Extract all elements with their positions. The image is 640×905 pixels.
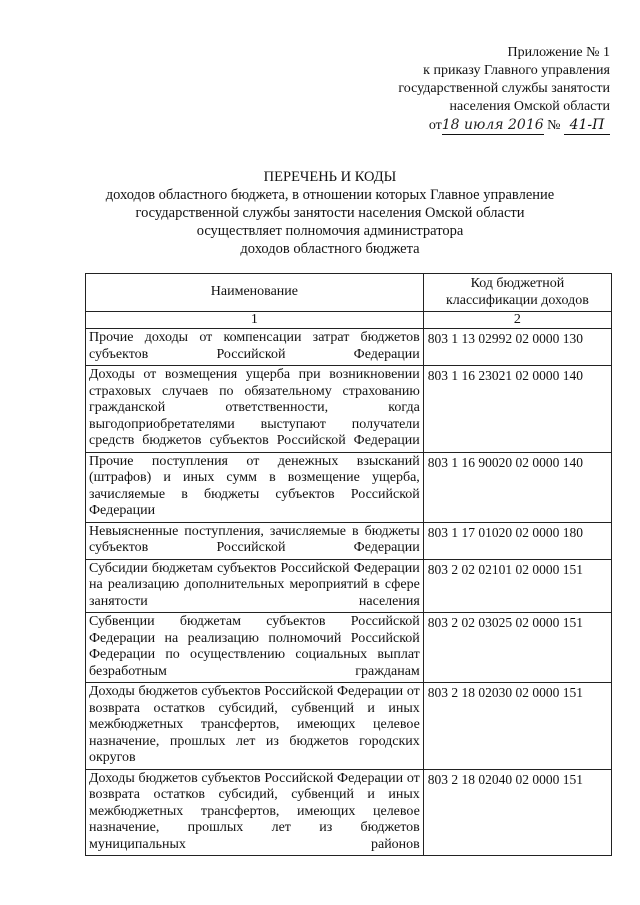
row-code: 803 2 02 03025 02 0000 151 [423,613,611,683]
row-code: 803 2 18 02040 02 0000 151 [423,769,611,856]
table-row [86,366,612,453]
table-row [86,452,612,522]
title-line-2: государственной службы занятости населения Омской области [135,205,525,221]
appendix-date-line [398,116,610,135]
number-label: № [547,118,561,133]
document-title [80,168,580,258]
row-name: Невыясненные поступления, зачисляемые в бюджеты субъектов Российской Федерации [86,522,424,559]
row-code: 803 1 17 01020 02 0000 180 [423,522,611,559]
row-code: 803 1 13 02992 02 0000 130 [423,329,611,366]
row-code: 803 1 16 90020 02 0000 140 [423,452,611,522]
handwritten-date: 18 июля 2016 [441,117,544,133]
from-label: от [428,118,442,133]
handwritten-number: 41-П [564,116,610,135]
row-name: Доходы бюджетов субъектов Российской Федерации от возврата остатков субсидий, субвенций и иных межбюджетных трансфертов, имеющих целевое назначение, прошлых лет из бюджетов муниципальных районов [86,769,424,856]
row-code: 803 2 18 02030 02 0000 151 [423,683,611,770]
row-name: Субвенции бюджетам субъектов Российской Федерации на реализацию полномочий Российской Федерации по осуществлению социальных выплат безработным гражданам [86,613,424,683]
title-line-4: доходов областного бюджета [240,241,420,257]
table-header-row [86,274,612,312]
row-code: 803 1 16 23021 02 0000 140 [423,366,611,453]
table-row [86,769,612,856]
row-name: Доходы от возмещения ущерба при возникновении страховых случаев по обязательному страхованию гражданской ответственности, когда выгодоприобретателями выступают получатели средств бюджетов субъектов Российской Федерации [86,366,424,453]
column-number-2: 2 [423,312,611,329]
row-name: Доходы бюджетов субъектов Российской Федерации от возврата остатков субсидий, субвенций и иных межбюджетных трансфертов, имеющих целевое назначение, прошлых лет из бюджетов городских округов [86,683,424,770]
table-row [86,613,612,683]
title-line-3: осуществляет полномочия администратора [196,223,464,239]
row-name: Прочие поступления от денежных взысканий (штрафов) и иных сумм в возмещение ущерба, зачисляемые в бюджеты субъектов Российской Федерации [86,452,424,522]
header-code: Код бюджетной классификации доходов [423,274,611,312]
column-number-1: 1 [86,312,424,329]
table-row [86,683,612,770]
table-row [86,522,612,559]
table-row [86,559,612,613]
title-line-1: доходов областного бюджета, в отношении которых Главное управление [105,187,555,203]
title-heading: ПЕРЕЧЕНЬ И КОДЫ [263,169,397,185]
revenue-codes-table [85,273,612,856]
appendix-title: Приложение № 1 [507,45,610,60]
row-name: Субсидии бюджетам субъектов Российской Федерации на реализацию дополнительных мероприятий в сфере занятости населения [86,559,424,613]
appendix-line-region: населения Омской области [449,99,610,114]
column-number-row [86,312,612,329]
header-name: Наименование [86,274,424,312]
appendix-block [398,44,610,135]
row-code: 803 2 02 02101 02 0000 151 [423,559,611,613]
appendix-line-order: к приказу Главного управления [423,63,610,78]
row-name: Прочие доходы от компенсации затрат бюджетов субъектов Российской Федерации [86,329,424,366]
appendix-line-service: государственной службы занятости [398,81,610,96]
table-row [86,329,612,366]
